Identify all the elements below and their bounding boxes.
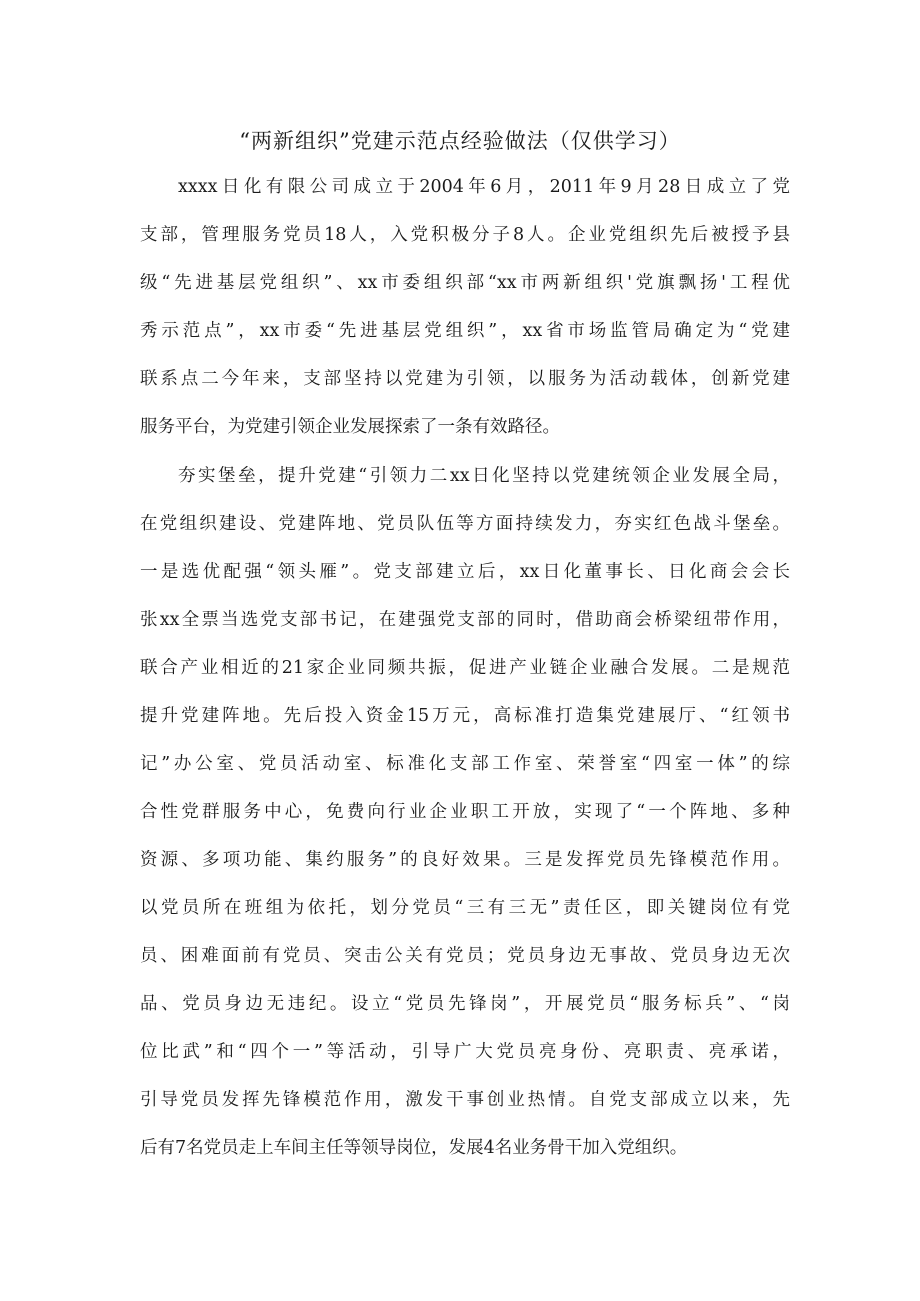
paragraph-line: 合性党群服务中心，免费向行业企业职工开放，实现了“一个阵地、多种 — [140, 802, 790, 822]
paragraph-line: 服务平台，为党建引领企业发展探索了一条有效路径。 — [140, 417, 560, 437]
paragraph-line: 联系点二今年来，支部坚持以党建为引领，以服务为活动载体，创新党建 — [140, 369, 790, 389]
paragraph-line: 后有7名党员走上车间主任等领导岗位，发展4名业务骨干加入党组织。 — [140, 1138, 688, 1158]
paragraph-2 — [140, 452, 790, 1172]
document-title: “两新组织”党建示范点经验做法（仅供学习） — [239, 129, 681, 153]
paragraph-line: 品、党员身边无违纪。设立“党员先锋岗”，开展党员“服务标兵”、“岗 — [140, 994, 790, 1014]
paragraph-line: 夯实堡垒，提升党建“引领力二xx日化坚持以党建统领企业发展全局， — [178, 466, 790, 486]
paragraph-line: 在党组织建设、党建阵地、党员队伍等方面持续发力，夯实红色战斗堡垒。 — [140, 514, 790, 534]
paragraph-line: 支部，管理服务党员18人，入党积极分子8人。企业党组织先后被授予县 — [140, 225, 790, 245]
paragraph-line: 提升党建阵地。先后投入资金15万元，高标准打造集党建展厅、“红领书 — [140, 706, 790, 726]
paragraph-line: 资源、多项功能、集约服务”的良好效果。三是发挥党员先锋模范作用。 — [140, 850, 790, 870]
paragraph-line: 引导党员发挥先锋模范作用，激发干事创业热情。自党支部成立以来，先 — [140, 1090, 790, 1110]
paragraph-line: 员、困难面前有党员、突击公关有党员；党员身边无事故、党员身边无次 — [140, 946, 790, 966]
paragraph-line: 联合产业相近的21家企业同频共振，促进产业链企业融合发展。二是规范 — [140, 658, 790, 678]
paragraph-line: 一是选优配强“领头雁”。党支部建立后，xx日化董事长、日化商会会长 — [140, 562, 790, 582]
paragraph-line: xxxx日化有限公司成立于2004年6月，2011年9月28日成立了党 — [178, 177, 790, 197]
paragraph-line: 秀示范点”，xx市委“先进基层党组织”，xx省市场监管局确定为“党建 — [140, 321, 790, 341]
paragraph-line: 级“先进基层党组织”、xx市委组织部“xx市两新组织'党旗飘扬'工程优 — [140, 273, 790, 293]
paragraph-line: 位比武”和“四个一”等活动，引导广大党员亮身份、亮职责、亮承诺， — [140, 1042, 790, 1062]
paragraph-line: 以党员所在班组为依托，划分党员“三有三无”责任区，即关键岗位有党 — [140, 898, 790, 918]
paragraph-line: 记”办公室、党员活动室、标准化支部工作室、荣誉室“四室一体”的综 — [140, 754, 790, 774]
paragraph-line: 张xx全票当选党支部书记，在建强党支部的同时，借助商会桥梁纽带作用， — [140, 610, 790, 630]
paragraph-1 — [140, 163, 790, 451]
